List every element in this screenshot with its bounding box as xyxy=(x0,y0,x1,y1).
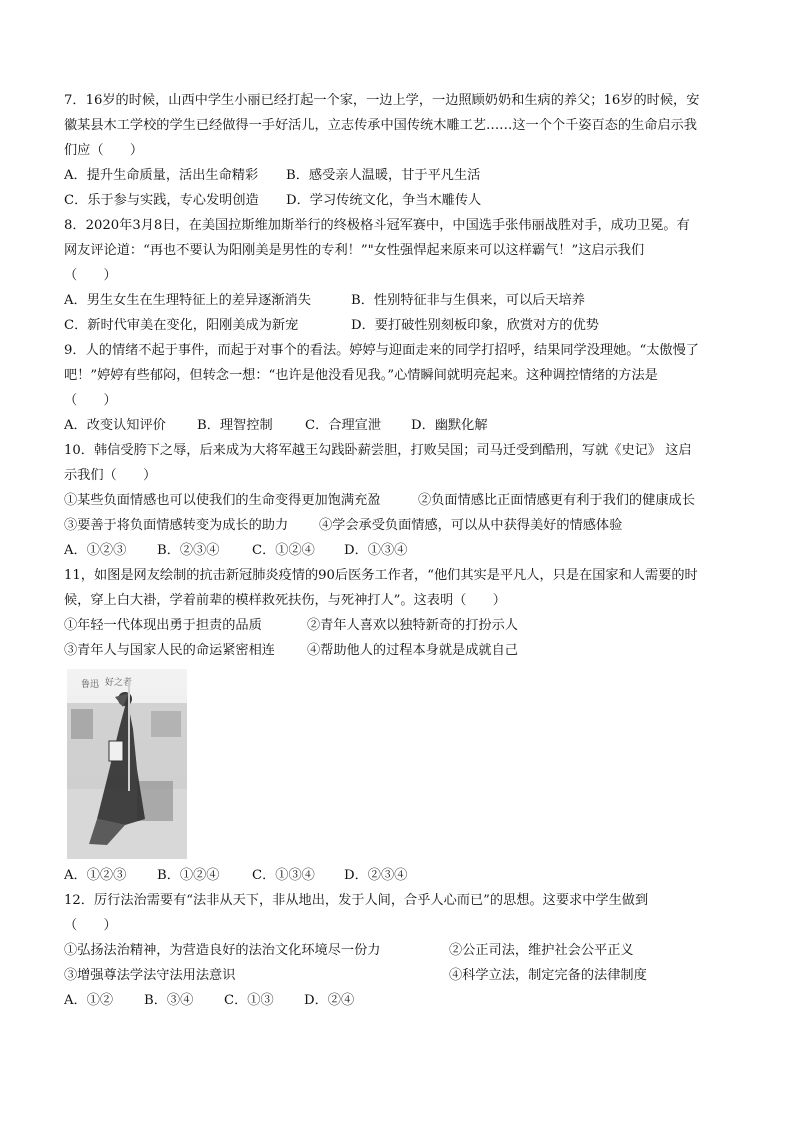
option-a[interactable]: A．提升生命质量，活出生命精彩 xyxy=(64,168,259,183)
option-b[interactable]: B．性别特征非与生俱来，可以后天培养 xyxy=(351,293,585,308)
illustration-drawing xyxy=(67,669,187,859)
question-12 xyxy=(64,888,744,1013)
option-b[interactable]: B．②③④ xyxy=(157,543,220,558)
option-d[interactable]: D．①③④ xyxy=(344,543,408,558)
statement-4: ④帮助他人的过程本身就是成就自己 xyxy=(307,643,518,658)
question-8-stem-line-2: 网友评论道：“再也不要认为阳刚美是男性的专利！”"女性强悍起来原来可以这样霸气！”这启示我们 xyxy=(64,243,645,258)
question-12-statements-row-2 xyxy=(64,963,744,988)
question-8-stem-line-3: （ ） xyxy=(64,268,117,283)
exam-page xyxy=(64,88,744,1013)
question-9-stem-line-1: 9．人的情绪不起于事件，而起于对事个的看法。婷婷与迎面走来的同学打招呼，结果同学没理她。“太傲慢了 xyxy=(64,343,699,358)
question-11-options xyxy=(64,863,744,888)
question-10-stem-line-1: 10．韩信受胯下之辱，后来成为大将军越王勾践卧薪尝胆，打败吴国；司马迁受到酷刑，写就《史记》 这启 xyxy=(64,443,692,458)
option-c[interactable]: C．①③ xyxy=(224,993,274,1008)
statement-4: ④科学立法，制定完备的法律制度 xyxy=(449,968,647,983)
question-11-statements-row-1 xyxy=(64,613,744,638)
option-d[interactable]: D．要打破性别刻板印象，欣赏对方的优势 xyxy=(351,318,599,333)
option-d[interactable]: D．②④ xyxy=(304,993,355,1008)
statement-3: ③青年人与国家人民的命运紧密相连 xyxy=(64,643,275,658)
statement-3: ③增强尊法学法守法用法意识 xyxy=(64,968,236,983)
option-b[interactable]: B．③④ xyxy=(144,993,194,1008)
question-9-stem-line-3: （ ） xyxy=(64,393,117,408)
question-10-statements-row-1 xyxy=(64,488,744,513)
statement-2: ②负面情感比正面情感更有利于我们的健康成长 xyxy=(418,493,695,508)
question-8-options-row-1 xyxy=(64,288,744,313)
question-10-stem-line-2: 示我们（ ） xyxy=(64,468,157,483)
option-b[interactable]: B．①②④ xyxy=(157,868,220,883)
option-a[interactable]: A．男生女生在生理特征上的差异逐渐消失 xyxy=(64,293,311,308)
question-8-options-row-2 xyxy=(64,313,744,338)
question-7-options-row-1 xyxy=(64,163,744,188)
option-c[interactable]: C．乐于参与实践，专心发明创造 xyxy=(64,193,259,208)
option-d[interactable]: D．学习传统文化，争当木雕传人 xyxy=(286,193,482,208)
question-7-stem-line-1: 7．16岁的时候，山西中学生小丽已经打起一个家，一边上学，一边照顾奶奶和生病的养父；16岁的时候，安 xyxy=(64,93,700,108)
question-10 xyxy=(64,438,744,563)
question-10-statements-row-2 xyxy=(64,513,744,538)
option-d[interactable]: D．②③④ xyxy=(344,868,408,883)
option-c[interactable]: C．合理宣泄 xyxy=(305,418,382,433)
option-a[interactable]: A．①②③ xyxy=(64,543,127,558)
question-7 xyxy=(64,88,744,213)
option-d[interactable]: D．幽默化解 xyxy=(411,418,488,433)
question-11-stem-line-2: 候，穿上白大褂，学着前辈的模样救死扶伤，与死神打人”。这表明（ ） xyxy=(64,593,506,608)
question-7-options-row-2 xyxy=(64,188,744,213)
option-b[interactable]: B．感受亲人温暖，甘于平凡生活 xyxy=(286,168,481,183)
question-11-statements-row-2 xyxy=(64,638,744,663)
question-10-options xyxy=(64,538,744,563)
question-12-options xyxy=(64,988,744,1013)
question-11 xyxy=(64,563,744,888)
statement-3: ③要善于将负面情感转变为成长的助力 xyxy=(64,518,289,533)
question-9-stem-line-2: 吧！”婷婷有些郁闷，但转念一想：“也许是他没看见我。”心情瞬间就明亮起来。这种调控情绪的方法是 xyxy=(64,368,658,383)
statement-2: ②公正司法，维护社会公平正义 xyxy=(449,943,634,958)
option-b[interactable]: B．理智控制 xyxy=(197,418,273,433)
question-9 xyxy=(64,338,744,438)
option-a[interactable]: A．①② xyxy=(64,993,114,1008)
option-c[interactable]: C．①③④ xyxy=(252,868,315,883)
question-7-stem-line-2: 徽某县木工学校的学生已经做得一手好活儿，立志传承中国传统木雕工艺……这一个个千姿百态的生命启示我 xyxy=(64,118,697,133)
question-11-stem-line-1: 11，如图是网友绘制的抗击新冠肺炎疫情的90后医务工作者，“他们其实是平凡人，只是在国家和人需要的时 xyxy=(64,568,698,583)
statement-1: ①弘扬法治精神，为营造良好的法治文化环境尽一份力 xyxy=(64,943,381,958)
option-c[interactable]: C．新时代审美在变化，阳刚美成为新宠 xyxy=(64,318,299,333)
question-8-stem-line-1: 8．2020年3月8日，在美国拉斯维加斯举行的终极格斗冠军赛中，中国选手张伟丽战胜对手，成功卫冕。有 xyxy=(64,218,690,233)
statement-2: ②青年人喜欢以独特新奇的打扮示人 xyxy=(307,618,518,633)
question-7-stem-line-3: 们应（ ） xyxy=(64,143,144,158)
medical-worker-illustration xyxy=(67,669,187,859)
figure-tag-1: 鲁迅 xyxy=(81,680,100,690)
statement-1: ①年轻一代体现出勇于担责的品质 xyxy=(64,618,262,633)
option-a[interactable]: A．①②③ xyxy=(64,868,127,883)
option-a[interactable]: A．改变认知评价 xyxy=(64,418,166,433)
question-12-statements-row-1 xyxy=(64,938,744,963)
statement-4: ④学会承受负面情感，可以从中获得美好的情感体验 xyxy=(319,518,623,533)
question-9-options xyxy=(64,413,744,438)
question-8 xyxy=(64,213,744,338)
statement-1: ①某些负面情感也可以使我们的生命变得更加饱满充盈 xyxy=(64,493,381,508)
question-12-stem-line-1: 12．厉行法治需要有“法非从天下，非从地出，发于人间，合乎人心而已”的思想。这要求中学生做到 xyxy=(64,893,649,908)
figure-tag-2: 好之者 xyxy=(105,678,133,688)
option-c[interactable]: C．①②④ xyxy=(252,543,315,558)
question-12-stem-line-2: （ ） xyxy=(64,918,117,933)
